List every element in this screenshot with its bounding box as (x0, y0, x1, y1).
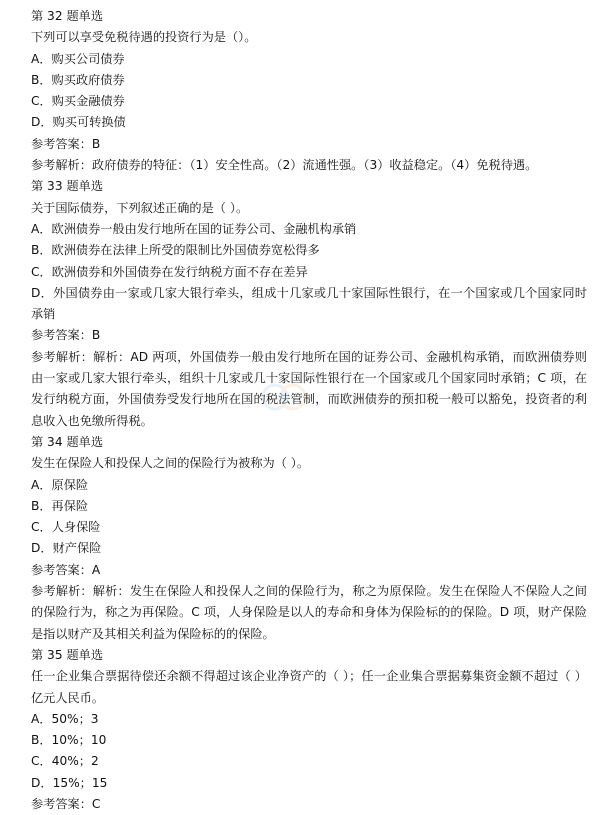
question-33-answer: 参考答案：B (31, 328, 101, 343)
question-33-option-b: B．欧洲债券在法律上所受的限制比外国债券宽松得多 (31, 243, 320, 258)
question-34-answer: 参考答案：A (31, 562, 101, 577)
question-33-stem: 关于国际债券，下列叙述正确的是（ ）。 (31, 200, 249, 215)
question-34-analysis: 参考解析：解析：发生在保险人和投保人之间的保险行为，称之为原保险。发生在保险人不保险人之间的保险行为，称之为再保险。C 项，人身保险是以人的寿命和身体为保险标的的保险。D 项，财产保险是指以财产及其相关利益为保险标的的保险。 (31, 584, 587, 641)
question-33-option-a: A．欧洲债券一般由发行地所在国的证券公司、金融机构承销 (31, 221, 357, 236)
question-34-option-b: B．再保险 (31, 498, 89, 513)
question-35-option-b: B．10%；10 (31, 733, 107, 748)
question-32-stem: 下列可以享受免税待遇的投资行为是（）。 (31, 30, 257, 45)
question-32-option-c: C．购买金融债券 (31, 94, 125, 109)
question-33-title: 第 33 题单选 (31, 179, 104, 194)
question-34-title: 第 34 题单选 (31, 434, 104, 449)
question-35-answer: 参考答案：C (31, 796, 101, 811)
question-34-option-a: A．原保险 (31, 477, 89, 492)
question-35-title: 第 35 题单选 (31, 647, 104, 662)
question-32-option-b: B．购买政府债券 (31, 72, 125, 87)
question-35-option-a: A．50%；3 (31, 711, 99, 726)
faint-logo-watermark-icon (258, 380, 314, 414)
question-35-stem: 任一企业集合票据待偿还余额不得超过该企业净资产的（ ）；任一企业集合票据募集资金额不超过（ ）亿元人民币。 (31, 669, 587, 705)
question-32-option-a: A．购买公司债券 (31, 51, 125, 66)
question-33-option-d: D．外国债券由一家或几家大银行牵头，组成十几家或几十家国际性银行，在一个国家或几个国家同时承销 (31, 285, 587, 322)
question-34-option-d: D．财产保险 (31, 541, 102, 556)
question-35-option-c: C．40%；2 (31, 754, 99, 769)
question-33-analysis: 参考解析：解析：AD 两项，外国债券一般由发行地所在国的证券公司、金融机构承销，而欧洲债券则由一家或几家大银行牵头，组织十几家或几十家国际性银行在一个国家或几个国家同时承销；C 项，在发行纳税方面，外国债券受发行地所在国的税法管制，而欧洲债券的预扣税一般可以豁免，投资者的利息收入也免缴所得税。 (31, 349, 587, 428)
question-32-answer: 参考答案：B (31, 136, 101, 151)
question-35-option-d: D．15%；15 (31, 775, 108, 790)
question-34-option-c: C．人身保险 (31, 520, 101, 535)
question-32-title: 第 32 题单选 (31, 9, 104, 23)
question-32-option-d: D．购买可转换债 (31, 115, 126, 130)
question-33-option-c: C．欧洲债券和外国债券在发行纳税方面不存在差异 (31, 264, 308, 279)
question-34-stem: 发生在保险人和投保人之间的保险行为被称为（ ）。 (31, 456, 310, 471)
question-32-analysis: 参考解析：政府债券的特征：（1）安全性高。（2）流通性强。（3）收益稳定。（4）免税待遇。 (31, 158, 538, 173)
